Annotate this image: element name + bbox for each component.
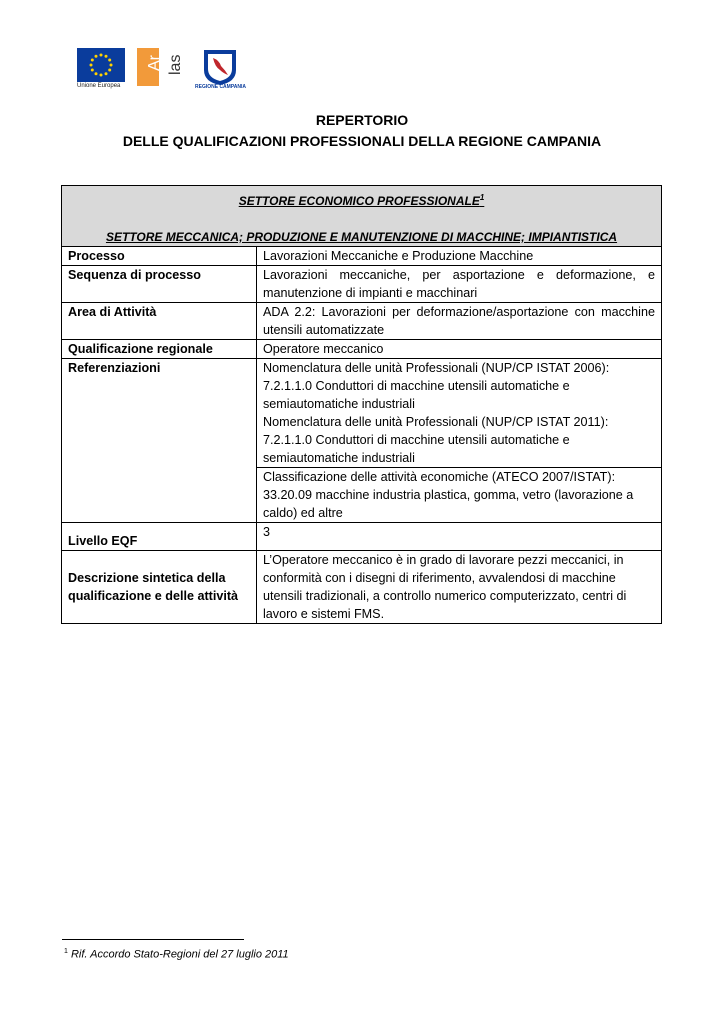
arlas-logo bbox=[137, 48, 185, 86]
row-label: Area di Attività bbox=[62, 303, 257, 340]
table-row bbox=[62, 247, 662, 266]
row-label: Qualificazione regionale bbox=[62, 340, 257, 359]
sub-sector-label: SETTORE MECCANICA; PRODUZIONE E MANUTENZIONE DI MACCHINE; IMPIANTISTICA bbox=[105, 230, 618, 244]
nup2006-title: Nomenclatura delle unità Professionali (NUP/CP ISTAT 2006): bbox=[263, 361, 610, 375]
row-label: Livello EQF bbox=[62, 523, 257, 551]
table-row bbox=[62, 340, 662, 359]
table-row bbox=[62, 266, 662, 303]
table-row bbox=[62, 551, 662, 624]
row-label: Sequenza di processo bbox=[62, 266, 257, 303]
row-value: Operatore meccanico bbox=[257, 340, 662, 359]
row-value: Lavorazioni meccaniche, per asportazione e deformazione, e manutenzione di impianti e macchinari bbox=[257, 266, 662, 303]
nup2006-value: 7.2.1.1.0 Conduttori di macchine utensili automatiche e semiautomatiche industriali bbox=[263, 379, 570, 411]
footnote-text: Rif. Accordo Stato-Regioni del 27 luglio 2011 bbox=[70, 948, 289, 961]
ateco-code: 33.20.09 macchine industria plastica, gomma, vetro (lavorazione a caldo) ed altre bbox=[263, 488, 634, 520]
footnote bbox=[64, 948, 289, 961]
ateco-title: Classificazione delle attività economiche (ATECO 2007/ISTAT): bbox=[263, 470, 616, 484]
svg-text:Ar: Ar bbox=[146, 55, 163, 71]
footnote-divider bbox=[62, 939, 244, 940]
eu-caption: Unione Europea bbox=[77, 83, 121, 89]
footnote-number: 1 bbox=[64, 948, 68, 955]
qualification-table bbox=[61, 185, 662, 624]
nup2011-value: 7.2.1.1.0 Conduttori di macchine utensili automatiche e semiautomatiche industriali bbox=[263, 433, 570, 465]
row-value: Lavorazioni Meccaniche e Produzione Macchine bbox=[257, 247, 662, 266]
row-value: 3 bbox=[257, 523, 662, 551]
sector-header bbox=[62, 186, 662, 247]
document-title bbox=[60, 110, 664, 152]
regione-caption: REGIONE CAMPANIA bbox=[195, 84, 247, 90]
eu-flag-logo bbox=[77, 48, 125, 82]
table-header-row bbox=[62, 186, 662, 247]
nup2011-title: Nomenclatura delle unità Professionali (NUP/CP ISTAT 2011): bbox=[263, 415, 609, 429]
row-value: L’Operatore meccanico è in grado di lavorare pezzi meccanici, in conformità con i disegni di riferimento, avvalendosi di macchine utensili tradizionali, a controllo numerico computerizzato, centri di lavoro e sistemi FMS. bbox=[257, 551, 662, 624]
svg-text:las: las bbox=[167, 54, 184, 75]
table-row bbox=[62, 523, 662, 551]
row-label: Descrizione sintetica della qualificazione e delle attività bbox=[62, 551, 257, 624]
title-line-2: DELLE QUALIFICAZIONI PROFESSIONALI DELLA REGIONE CAMPANIA bbox=[122, 133, 602, 149]
sector-label: SETTORE ECONOMICO PROFESSIONALE$^1$ bbox=[238, 193, 485, 208]
regione-campania-logo bbox=[201, 48, 239, 86]
footnote-ref: 1 bbox=[479, 193, 485, 202]
row-label: Processo bbox=[62, 247, 257, 266]
row-label: Referenziazioni bbox=[62, 359, 257, 523]
table-row bbox=[62, 303, 662, 340]
eu-stars-icon bbox=[77, 48, 125, 82]
ateco-value bbox=[257, 468, 662, 523]
nup-value bbox=[257, 359, 662, 468]
table-row bbox=[62, 359, 662, 468]
row-value: ADA 2.2: Lavorazioni per deformazione/asportazione con macchine utensili automatizzate bbox=[257, 303, 662, 340]
title-line-1: REPERTORIO bbox=[315, 112, 409, 128]
